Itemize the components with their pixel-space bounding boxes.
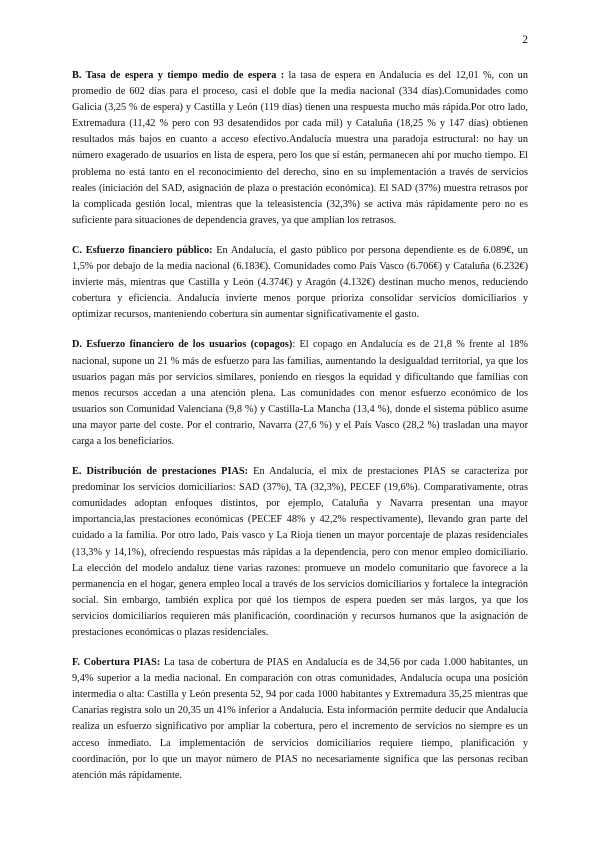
- section-heading: E. Distribución de prestaciones PIAS:: [72, 466, 249, 478]
- section-heading: B. Tasa de espera y tiempo medio de espera :: [72, 70, 285, 81]
- section-heading: C. Esfuerzo financiero público:: [72, 244, 213, 256]
- section-text: : El copago en Andalucía es de 21,8 % frente al 18% nacional, supone un 21 % más de esfuerzo para las familias, aumentando la desigualdad territorial, ya que los usuarios pagan más por servicios similares, poniendo en riesgos la equidad y dificultando que familias con menos recursos accedan a una atención plena. Las comunidades con menor esfuerzo económico de los usuarios son Comunidad Valenciana (9,8 %) y Castilla-La Mancha (13,4 %), donde el sistema público asume una mayor parte del coste. Por el contrario, Navarra (27,6 %) y el País Vasco (28,2 %) trasladan una mayor carga a los beneficiarios.: [72, 339, 528, 447]
- section-d-user-copayment: [72, 337, 528, 450]
- section-c-public-spending: [72, 243, 528, 323]
- section-b-waiting-time: [72, 68, 528, 229]
- section-heading: F. Cobertura PIAS:: [72, 657, 161, 669]
- section-text: En Andalucía, el gasto público por persona dependiente es de 6.089€, un 1,5% por debajo de la media nacional (6.183€). Comunidades como País Vasco (6.706€) y Cataluña (6.232€) invierte más, mientras que Castilla y León (4.374€) y Aragón (4.132€) destinan mucho menos, reduciendo cobertura y eficiencia. Andalucía invierte menos porque prioriza consolidar servicios domiciliarios y optimizar recursos, manteniendo cobertura sin aumentar significativamente el gasto.: [72, 244, 528, 321]
- section-text: La tasa de cobertura de PIAS en Andalucía es de 34,56 por cada 1.000 habitantes, un 9,4% superior a la media nacional. En comparación con otras comunidades, Andalucía ocupa una posición intermedia o alta: Castilla y León presenta 52, 94 por cada 1000 habitantes y Extremadura 35,25 mientras que Canarias registra solo un 20,35 un 41% inferior a Andalucía. Esta información permite deducir que Andalucía realiza un esfuerzo significativo por ampliar la cobertura, pero el incremento de servicios no siempre es un acceso inmediato. La implementación de servicios domiciliarios requiere tiempo, planificación y coordinación, por lo que un mayor número de PIAS no necesariamente significa que las personas reciban atención más rápidamente.: [72, 657, 528, 781]
- section-text: la tasa de espera en Andalucía es del 12,01 %, con un promedio de 602 días para el proceso, casi el doble que la media nacional (334 días).Comunidades como Galicia (3,25 % de espera) y Castilla y León (119 días) tienen una respuesta mucho más rápida.Por otro lado, Extremadura (11,42 % pero con 93 desatendidos por cada mil) y Cataluña (18,25 % y 147 días) obtienen resultados más bajos en cuanto a acceso efectivo.Andalucía muestra una paradoja estructural: no hay un número exagerado de usuarios en lista de espera, pero los que sí están, permanecen ahí por mucho tiempo. El problema no está tanto en el reconocimiento del derecho, sino en su implementación a través de servicios reales (iniciación del SAD, asignación de plaza o prestación económica). El SAD (37%) muestra retrasos por la complicada gestión local, mientras que la teleasistencia (32,3%) se activa más rápidamente pero no es suficiente para situaciones de dependencia graves, ya que amplían los retrasos.: [72, 70, 528, 226]
- section-e-pias-distribution: [72, 464, 528, 641]
- document-body: [72, 68, 528, 798]
- page-number: 2: [522, 34, 528, 46]
- section-heading: D. Esfuerzo financiero de los usuarios (copagos): [72, 339, 293, 351]
- section-f-pias-coverage: [72, 655, 528, 784]
- section-text: En Andalucía, el mix de prestaciones PIAS se caracteriza por predominar los servicios domiciliarios: SAD (37%), TA (32,3%), PECEF (19,6%). Comparativamente, otras comunidades adoptan enfoques distintos, por ejemplo, Cataluña y Navarra presentan una mayor importancia,las prestaciones económicas (PECEF 48% y 42,2% respectivamente), llevando gran parte del cuidado a la familia. Por otro lado, País vasco y La Rioja tienen un mayor porcentaje de plazas residenciales (13,3% y 14,1%), ofreciendo respuestas más rápidas a la dependencia, pero con menor empleo domiciliario. La elección del modelo andaluz tiene varias razones: promueve un modelo comunitario que favorece a la permanencia en el hogar, genera empleo local a través de los servicios domiciliarios y fortalece la integración social. Sin embargo, también explica por qué los tiempos de espera pueden ser más largos, ya que los servicios domiciliarios requieren más planificación, coordinación y recursos humanos que la asignación de prestaciones económicas o plazas residenciales.: [72, 466, 528, 638]
